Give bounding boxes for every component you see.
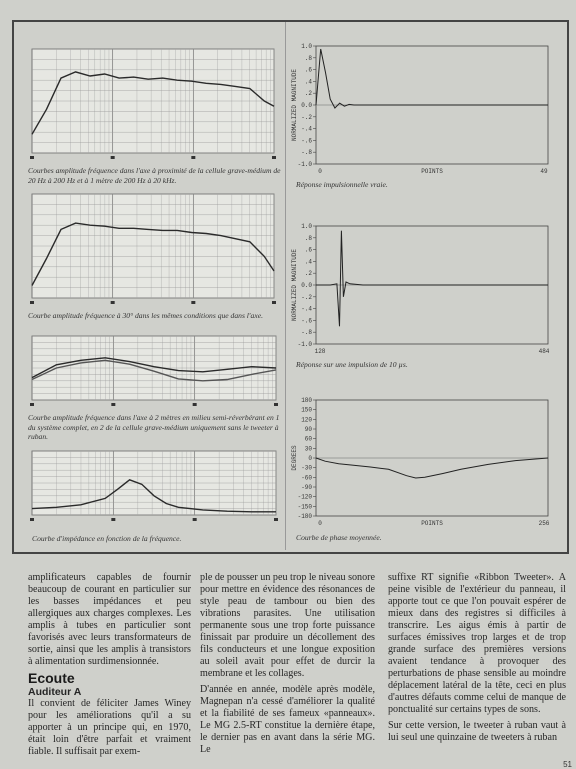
- x-axis-label: POINTS: [421, 168, 443, 175]
- paragraph: D'année en année, modèle après modèle, Magnepan n'a cessé d'améliorer la qualité et la fiabilité de ses fameux «panneaux». Le MG 2.5-RT constitue la dernière étape, le dernier pas en avant dans la série MG. Le: [200, 684, 375, 755]
- paragraph: amplificateurs capables de fournir beaucoup de courant en particulier sur les basses impédances et peu allergiques aux charges complexes. Les amplis à tubes en particulier sont favorisés avec leurs transformateurs de sortie, ainsi que les amplis à transistors à alimentation surdimensionnée.: [28, 572, 191, 667]
- y-tick-label: 30: [304, 445, 312, 453]
- axis-tick-mark: [274, 403, 278, 406]
- plot-impulse-true: [290, 42, 554, 178]
- axis-tick-mark: [111, 301, 115, 304]
- y-tick-label: .8: [304, 234, 312, 242]
- y-tick-label: -120: [297, 493, 312, 501]
- y-tick-label: .2: [304, 270, 312, 278]
- y-tick-label: 0.0: [301, 282, 312, 289]
- plot-impulse-10us: [290, 222, 554, 358]
- page-number: 51: [563, 760, 572, 769]
- x-axis-label: POINTS: [421, 520, 443, 527]
- y-tick-label: 1.0: [301, 223, 312, 230]
- plot-phase: [290, 396, 554, 530]
- paragraph: ple de pousser un peu trop le niveau sonore pour mettre en évidence des résonances de style peau de tambour ou bien des vibrations parasites. Une utilisation permanente sous une trop forte puissance finissait par produire un décollement des fils conducteurs et une longue exposition au soleil avait pour effet de durcir la membrane et les collages.: [200, 572, 375, 679]
- axis-tick-mark: [30, 518, 34, 521]
- series-line: [316, 458, 548, 478]
- section-heading: Ecoute: [28, 670, 75, 686]
- caption-impulse-10us: Réponse sur une impulsion de 10 µs.: [296, 360, 408, 369]
- series-line: [316, 231, 548, 327]
- y-tick-label: .8: [304, 54, 312, 62]
- frame-divider: [285, 22, 286, 550]
- series-line: [316, 49, 548, 108]
- y-tick-label: 0.0: [301, 102, 312, 109]
- paragraph: Il convient de féliciter James Winey pour les améliorations qu'il a su apporter à un principe qui, en 1970, était loin d'être parfait et vraiment fiable. Il suffisait par exem-: [28, 698, 191, 757]
- y-tick-label: -150: [297, 503, 312, 511]
- article-column-3: [388, 572, 566, 748]
- y-tick-label: -180: [297, 513, 312, 520]
- article-column-2: [200, 572, 375, 760]
- plot-freq-2m: [28, 332, 280, 410]
- x-tick-label: 0: [318, 520, 322, 527]
- y-tick-label: 0: [308, 455, 312, 462]
- y-tick-label: 180: [301, 397, 312, 404]
- caption-impulse-true: Réponse impulsionnelle vraie.: [296, 180, 388, 189]
- axis-tick-mark: [30, 403, 34, 406]
- y-tick-label: -.4: [301, 305, 312, 313]
- axis-tick-mark: [274, 518, 278, 521]
- y-tick-label: -1.0: [297, 161, 312, 168]
- caption-phase: Courbe de phase moyennée.: [296, 533, 382, 542]
- y-tick-label: .4: [304, 258, 312, 266]
- y-tick-label: .2: [304, 90, 312, 98]
- y-tick-label: -60: [301, 474, 312, 482]
- axis-tick-mark: [111, 403, 115, 406]
- axis-tick-mark: [111, 518, 115, 521]
- y-tick-label: -.8: [301, 329, 312, 337]
- caption-impedance: Courbe d'impédance en fonction de la fréquence.: [32, 534, 182, 543]
- y-tick-label: 120: [301, 416, 312, 424]
- y-tick-label: -1.0: [297, 341, 312, 348]
- y-axis-label: NORMALIZED MAGNITUDE: [291, 68, 298, 142]
- x-tick-label: 0: [318, 168, 322, 175]
- y-tick-label: -30: [301, 464, 312, 472]
- axis-tick-mark: [191, 156, 195, 159]
- y-tick-label: 150: [301, 406, 312, 414]
- axis-tick-mark: [111, 156, 115, 159]
- y-axis-label: NORMALIZED MAGNITUDE: [291, 248, 298, 322]
- axis-tick-mark: [193, 518, 197, 521]
- paragraph: suffixe RT signifie «Ribbon Tweeter». A peine visible de l'extérieur du panneau, il apporte tout ce que l'on pouvait espérer de mieux dans des registres si difficiles à transcrire. Les aigus émis à partir de surfaces émissives trop larges et de trop grande surface des premières versions avaient tendance à provoquer des perturbations de phase sensible au moindre déplacement latéral de la tête, ceci en plus d'autres défauts comme celui de manque de ponctualité sur certains types de sons.: [388, 572, 566, 715]
- caption-freq-30deg: Courbe amplitude fréquence à 30° dans les mêmes conditions que dans l'axe.: [28, 311, 263, 320]
- article-body: [28, 572, 568, 762]
- y-tick-label: -90: [301, 484, 312, 491]
- section-subheading: Auditeur A: [28, 686, 82, 698]
- axis-tick-mark: [30, 156, 34, 159]
- y-tick-label: -.2: [301, 293, 312, 301]
- x-tick-label: 128: [314, 348, 326, 355]
- plot-freq-30deg: [28, 190, 278, 308]
- y-tick-label: -.6: [301, 317, 312, 325]
- y-tick-label: .6: [304, 246, 312, 254]
- axis-tick-mark: [272, 301, 276, 304]
- plot-impedance: [28, 447, 280, 525]
- x-tick-label: 484: [538, 348, 550, 355]
- y-tick-label: .4: [304, 78, 312, 86]
- caption-freq-axis: Courbes amplitude fréquence dans l'axe à proximité de la cellule grave-médium de 20 Hz à 200 Hz et à 1 mètre de 200 Hz à 20 kHz.: [28, 166, 281, 185]
- y-tick-label: 1.0: [301, 43, 312, 50]
- y-tick-label: -.4: [301, 125, 312, 133]
- y-tick-label: -.6: [301, 137, 312, 145]
- paragraph: Sur cette version, le tweeter à ruban vaut à lui seul une quinzaine de tweeters à ruban: [388, 720, 566, 743]
- axis-tick-mark: [30, 301, 34, 304]
- y-tick-label: -.2: [301, 113, 312, 121]
- axis-tick-mark: [191, 301, 195, 304]
- x-tick-label: 256: [538, 520, 550, 527]
- y-tick-label: .6: [304, 66, 312, 74]
- y-tick-label: 90: [304, 426, 312, 433]
- axis-tick-mark: [272, 156, 276, 159]
- axis-tick-mark: [193, 403, 197, 406]
- plot-freq-axis: [28, 45, 278, 163]
- article-column-1: [28, 572, 191, 762]
- caption-freq-2m: Courbe amplitude fréquence dans l'axe à 2 mètres en milieu semi-réverbérant en 1 du système complet, en 2 de la cellule grave-médium uniquement sans le tweeter à ruban.: [28, 413, 280, 442]
- x-tick-label: 49: [540, 168, 548, 175]
- y-tick-label: -.8: [301, 149, 312, 157]
- y-axis-label: DEGREES: [291, 445, 298, 471]
- y-tick-label: 60: [304, 435, 312, 443]
